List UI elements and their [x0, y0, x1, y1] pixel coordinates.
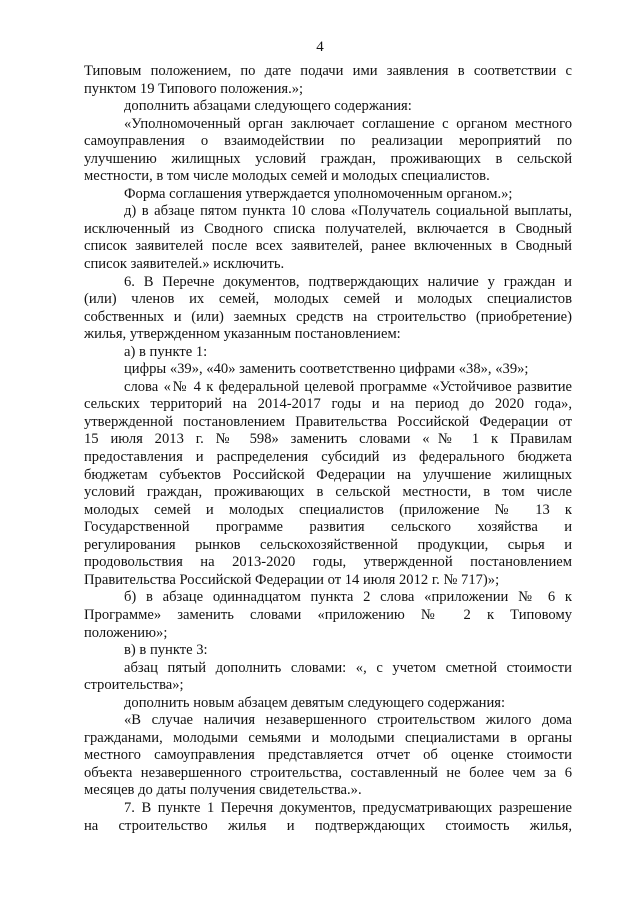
- text-line: строительства»;: [84, 677, 184, 694]
- text-line: (или) членов их семей, молодых семей и молодых специалистов: [84, 291, 572, 308]
- text-line: 7. В пункте 1 Перечня документов, предусматривающих разрешение: [124, 799, 572, 816]
- text-line: список заявителей.» исключить.: [84, 256, 285, 273]
- text-line: положению»;: [84, 624, 168, 641]
- text-line: месяцев до даты получения свидетельства.».: [84, 782, 362, 799]
- text-line: на строительство жилья и подтверждающих стоимость жилья,: [84, 817, 572, 834]
- text-line: объекта незавершенного строительства, составленный не более чем за 6: [84, 764, 572, 781]
- text-line: дополнить абзацами следующего содержания:: [124, 98, 412, 115]
- text-line: абзац пятый дополнить словами: «, с учетом сметной стоимости: [124, 659, 572, 676]
- text-line: молодых семей и молодых специалистов (приложение № 13 к: [84, 501, 572, 518]
- text-line: Форма соглашения утверждается уполномоченным органом.»;: [124, 185, 513, 202]
- text-line: гражданами, молодыми семьями и молодыми специалистами в органы: [84, 729, 572, 746]
- text-line: улучшению жилищных условий граждан, проживающих в сельской: [84, 150, 572, 167]
- text-line: 15 июля 2013 г. № 598» заменить словами «№ 1 к Правилам: [84, 431, 572, 448]
- text-line: местного самоуправления представляется отчет об оценке стоимости: [84, 747, 572, 764]
- text-line: продовольствия на 2013-2020 годы, утвержденной постановлением: [84, 554, 572, 571]
- text-line: дополнить новым абзацем девятым следующего содержания:: [124, 694, 506, 711]
- text-line: список заявителей после всех заявителей, ранее включенных в Сводный: [84, 238, 572, 255]
- text-line: Государственной программе развития сельского хозяйства и: [84, 519, 572, 536]
- text-line: условий граждан, проживающих в сельской местности, в том числе: [84, 484, 572, 501]
- text-line: цифры «39», «40» заменить соответственно цифрами «38», «39»;: [124, 361, 529, 378]
- text-line: «В случае наличия незавершенного строительством жилого дома: [124, 712, 572, 729]
- text-line: самоуправления о взаимодействии по реализации мероприятий по: [84, 133, 572, 150]
- text-line: д) в абзаце пятом пункта 10 слова «Получатель социальной выплаты,: [124, 203, 572, 220]
- text-line: собственных и (или) заемных средств на строительство (приобретение): [84, 308, 572, 325]
- text-line: а) в пункте 1:: [124, 343, 208, 360]
- page-number: 4: [316, 39, 324, 55]
- text-line: «Уполномоченный орган заключает соглашение с органом местного: [124, 115, 572, 132]
- text-line: в) в пункте 3:: [124, 642, 208, 659]
- text-line: предоставления и распределения субсидий из федерального бюджета: [84, 449, 572, 466]
- text-line: Программе» заменить словами «приложению № 2 к Типовому: [84, 606, 572, 623]
- text-line: 6. В Перечне документов, подтверждающих наличие у граждан и: [124, 273, 572, 290]
- text-line: бюджетам субъектов Российской Федерации на улучшение жилищных: [84, 466, 572, 483]
- text-line: Типовым положением, по дате подачи ими заявления в соответствии с: [84, 63, 572, 79]
- text-line: Правительства Российской Федерации от 14 июля 2012 г. № 717)»;: [84, 571, 500, 588]
- text-line: пунктом 19 Типового положения.»;: [84, 80, 304, 97]
- text-line: исключенный из Сводного списка получателей, включается в Сводный: [84, 220, 572, 237]
- text-line: регулирования рынков сельскохозяйственной продукции, сырья и: [84, 536, 572, 553]
- text-line: б) в абзаце одиннадцатом пункта 2 слова «приложении № 6 к: [124, 589, 572, 606]
- text-line: сельских территорий на 2014-2017 годы и на период до 2020 года»,: [84, 396, 572, 413]
- document-body: [84, 63, 572, 835]
- text-line: жилья, утвержденном указанным постановлением:: [84, 326, 401, 343]
- text-line: утвержденной постановлением Правительства Российской Федерации от: [84, 413, 572, 430]
- text-line: слова «№ 4 к федеральной целевой программе «Устойчивое развитие: [124, 378, 572, 395]
- text-line: местности, в том числе молодых семей и молодых специалистов.: [84, 168, 490, 185]
